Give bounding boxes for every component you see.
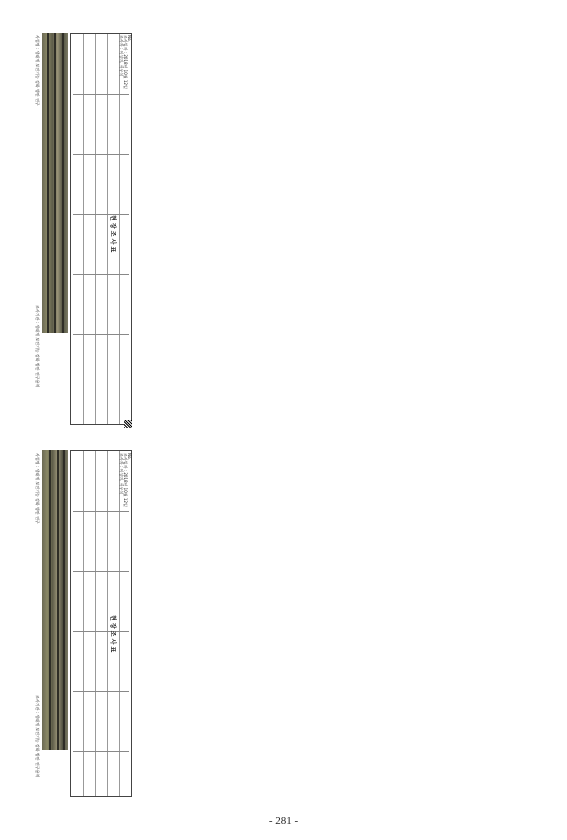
forest-photo-top xyxy=(42,33,68,333)
sheet-title-top: 현 장 조 사 표 xyxy=(109,215,116,253)
sheet-number-bottom: No. xyxy=(127,453,132,460)
survey-date-top: 조사일자 : 2018년 10월 12일 xyxy=(123,35,128,89)
footer-left-top: 사업명 : 생태계 보전기능 강화 방안 연구 xyxy=(35,35,40,106)
sheet-title-bottom: 현 장 조 사 표 xyxy=(109,615,116,653)
qr-code-icon xyxy=(124,420,132,428)
footer-left-bottom: 사업명 : 생태계 보전기능 강화 방안 연구 xyxy=(35,453,40,524)
form-table-top xyxy=(70,33,132,425)
surveyor-top: 조사자 : 이성미, 서우석 xyxy=(119,35,124,77)
survey-date-bottom: 조사일자 : 2018년 10월 12일 xyxy=(123,453,128,507)
survey-sheet-bottom xyxy=(35,445,135,805)
footer-right-top: 조사기관 : 생태계 보전기능 강화 방안 연구용역 xyxy=(35,305,40,388)
survey-sheet-top xyxy=(35,25,135,433)
forest-photo-bottom xyxy=(42,450,68,750)
footer-right-bottom: 조사기관 : 생태계 보전기능 강화 방안 연구용역 xyxy=(35,695,40,778)
sheet-number-top: No. xyxy=(127,35,132,42)
surveyor-bottom: 조사자 : 이성미, 서우석 xyxy=(119,453,124,495)
page-number: - 281 - xyxy=(268,815,299,827)
